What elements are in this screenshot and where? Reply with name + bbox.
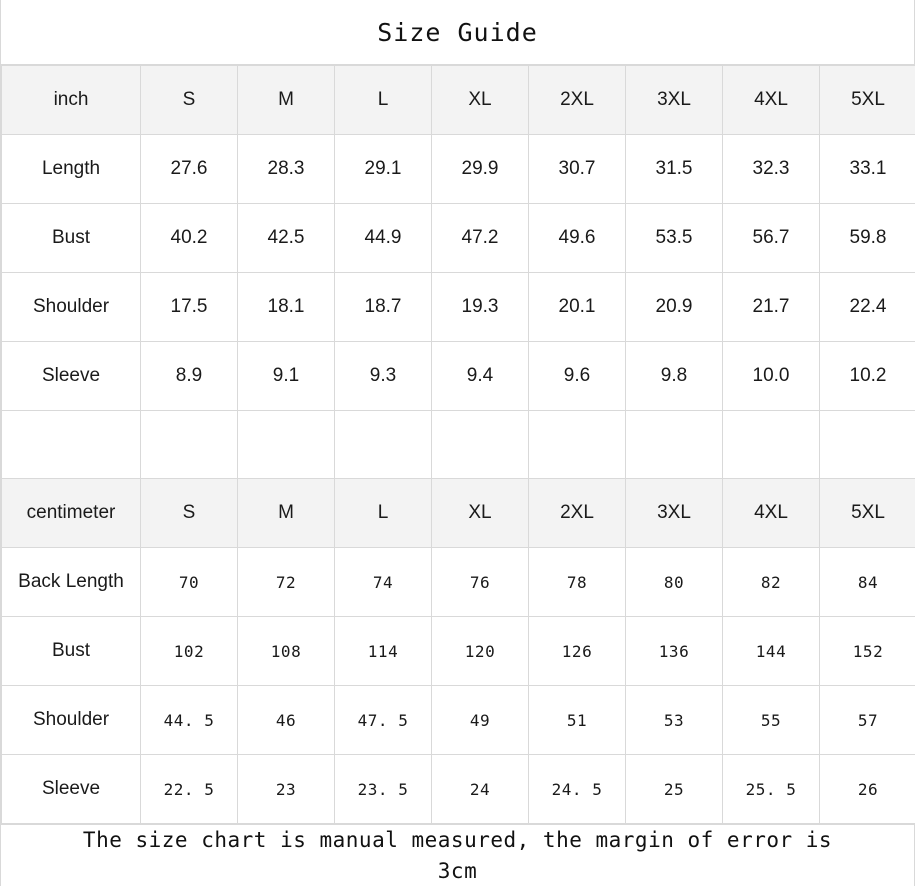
measure-value: 33.1: [820, 135, 915, 204]
inch-size-table: [1, 65, 915, 824]
measure-value: 9.1: [238, 342, 335, 411]
measure-value: 53.5: [626, 204, 723, 273]
measure-label: Length: [2, 135, 141, 204]
measure-label: Bust: [2, 617, 141, 686]
measure-value: 10.2: [820, 342, 915, 411]
measure-value: 18.7: [335, 273, 432, 342]
measurement-note: [1, 824, 914, 886]
inch-header-row: [2, 66, 915, 135]
measure-value: 74: [335, 548, 432, 617]
cm-size-header: 2XL: [529, 479, 626, 548]
measure-value: 22.4: [820, 273, 915, 342]
measure-value: 28.3: [238, 135, 335, 204]
measure-value: 126: [529, 617, 626, 686]
table-row: [2, 342, 915, 411]
measure-value: 152: [820, 617, 915, 686]
measure-value: 25. 5: [723, 755, 820, 824]
measurement-note-line-1: The size chart is manual measured, the margin of error is: [82, 828, 833, 853]
measure-value: 53: [626, 686, 723, 755]
measure-value: 19.3: [432, 273, 529, 342]
measure-value: 18.1: [238, 273, 335, 342]
measure-value: 44. 5: [141, 686, 238, 755]
measure-value: 29.9: [432, 135, 529, 204]
measure-label: Shoulder: [2, 273, 141, 342]
spacer-cell: [2, 411, 141, 479]
measure-value: 47.2: [432, 204, 529, 273]
inch-size-header: XL: [432, 66, 529, 135]
measure-value: 26: [820, 755, 915, 824]
spacer-cell: [723, 411, 820, 479]
measure-value: 27.6: [141, 135, 238, 204]
measure-value: 136: [626, 617, 723, 686]
inch-size-header: M: [238, 66, 335, 135]
measure-value: 80: [626, 548, 723, 617]
cm-size-header: M: [238, 479, 335, 548]
measure-value: 51: [529, 686, 626, 755]
measure-value: 30.7: [529, 135, 626, 204]
table-row: [2, 135, 915, 204]
measure-value: 21.7: [723, 273, 820, 342]
measure-value: 102: [141, 617, 238, 686]
measure-label: Bust: [2, 204, 141, 273]
measure-value: 72: [238, 548, 335, 617]
cm-size-header: 4XL: [723, 479, 820, 548]
measure-value: 47. 5: [335, 686, 432, 755]
measure-value: 23. 5: [335, 755, 432, 824]
cm-size-header: 5XL: [820, 479, 915, 548]
measure-value: 49.6: [529, 204, 626, 273]
inch-size-header: 5XL: [820, 66, 915, 135]
cm-size-header: S: [141, 479, 238, 548]
measure-value: 76: [432, 548, 529, 617]
table-row: [2, 273, 915, 342]
measure-value: 9.6: [529, 342, 626, 411]
inch-unit-label: inch: [2, 66, 141, 135]
spacer-cell: [626, 411, 723, 479]
spacer-cell: [238, 411, 335, 479]
inch-size-header: 2XL: [529, 66, 626, 135]
measure-value: 9.8: [626, 342, 723, 411]
measure-value: 42.5: [238, 204, 335, 273]
measure-value: 82: [723, 548, 820, 617]
measure-value: 108: [238, 617, 335, 686]
spacer-cell: [820, 411, 915, 479]
measure-value: 22. 5: [141, 755, 238, 824]
measure-value: 9.3: [335, 342, 432, 411]
inch-size-header: 3XL: [626, 66, 723, 135]
measure-value: 29.1: [335, 135, 432, 204]
measure-value: 8.9: [141, 342, 238, 411]
inch-size-header: S: [141, 66, 238, 135]
measure-label: Shoulder: [2, 686, 141, 755]
measure-value: 9.4: [432, 342, 529, 411]
table-row: [2, 686, 915, 755]
measure-value: 17.5: [141, 273, 238, 342]
measure-label: Sleeve: [2, 755, 141, 824]
measure-value: 84: [820, 548, 915, 617]
measure-value: 78: [529, 548, 626, 617]
measure-value: 25: [626, 755, 723, 824]
measure-value: 20.1: [529, 273, 626, 342]
measure-value: 31.5: [626, 135, 723, 204]
measure-value: 120: [432, 617, 529, 686]
measure-value: 32.3: [723, 135, 820, 204]
cm-size-header: XL: [432, 479, 529, 548]
measure-value: 20.9: [626, 273, 723, 342]
table-row: [2, 204, 915, 273]
inch-size-header: 4XL: [723, 66, 820, 135]
measure-label: Back Length: [2, 548, 141, 617]
table-row: [2, 617, 915, 686]
page-title: Size Guide: [1, 0, 914, 65]
cm-header-row: [2, 479, 915, 548]
spacer-cell: [529, 411, 626, 479]
measure-value: 24. 5: [529, 755, 626, 824]
measure-value: 114: [335, 617, 432, 686]
spacer-cell: [141, 411, 238, 479]
inch-size-header: L: [335, 66, 432, 135]
cm-size-header: L: [335, 479, 432, 548]
table-row: [2, 548, 915, 617]
cm-size-header: 3XL: [626, 479, 723, 548]
measure-value: 10.0: [723, 342, 820, 411]
measure-value: 24: [432, 755, 529, 824]
measure-value: 46: [238, 686, 335, 755]
section-spacer-row: [2, 411, 915, 479]
spacer-cell: [432, 411, 529, 479]
measurement-note-line-2: 3cm: [437, 858, 478, 883]
measure-value: 44.9: [335, 204, 432, 273]
measure-value: 40.2: [141, 204, 238, 273]
table-row: [2, 755, 915, 824]
cm-unit-label: centimeter: [2, 479, 141, 548]
spacer-cell: [335, 411, 432, 479]
measure-value: 49: [432, 686, 529, 755]
measure-value: 55: [723, 686, 820, 755]
measure-label: Sleeve: [2, 342, 141, 411]
measure-value: 23: [238, 755, 335, 824]
measure-value: 57: [820, 686, 915, 755]
measure-value: 70: [141, 548, 238, 617]
measure-value: 144: [723, 617, 820, 686]
measure-value: 59.8: [820, 204, 915, 273]
measure-value: 56.7: [723, 204, 820, 273]
